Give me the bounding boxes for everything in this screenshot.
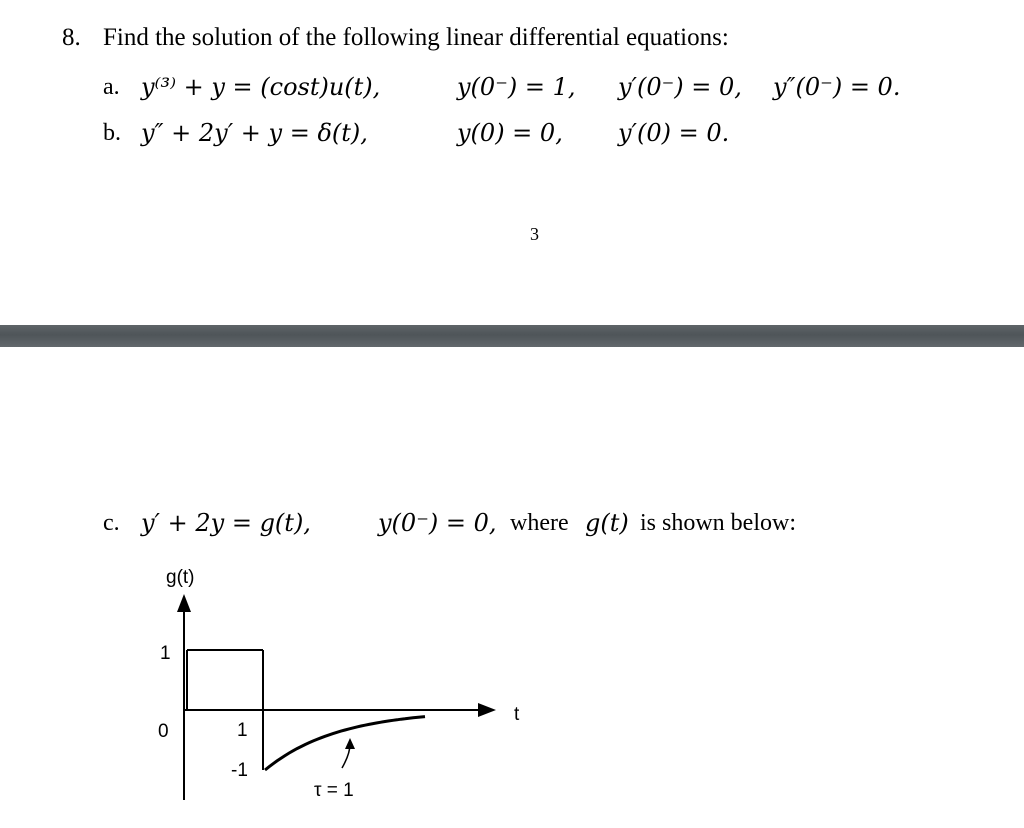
part-c-equation: y′ + 2y = g(t), [141, 509, 311, 537]
x-axis-label: t [514, 704, 520, 725]
tau-pointer-head [345, 738, 355, 749]
part-a-condition-1: y(0⁻) = 1, [457, 73, 576, 101]
problem-number: 8. [62, 24, 81, 51]
y-tick-0: 0 [158, 721, 169, 742]
problem-title: Find the solution of the following linear differential equations: [103, 24, 729, 51]
y-axis-arrow [177, 594, 191, 612]
y-tick-minus-1: -1 [231, 760, 248, 781]
x-axis-arrow [478, 703, 496, 717]
part-b-condition-2: y′(0) = 0. [618, 119, 730, 147]
part-c-g-symbol: g(t) [585, 509, 629, 537]
y-tick-1: 1 [160, 643, 171, 664]
part-a-condition-2: y′(0⁻) = 0, [618, 73, 742, 101]
part-a-label: a. [103, 74, 120, 100]
tau-annotation: τ = 1 [314, 780, 354, 801]
part-c-condition: y(0⁻) = 0, [378, 509, 497, 537]
page-number: 3 [530, 224, 539, 244]
part-b-label: b. [103, 120, 121, 146]
part-c-label: c. [103, 510, 120, 536]
x-tick-1: 1 [237, 720, 248, 741]
part-b-equation: y″ + 2y′ + y = δ(t), [141, 119, 368, 147]
part-a-equation: y⁽³⁾ + y = (cost)u(t), [141, 73, 381, 101]
part-c-tail: is shown below: [640, 510, 796, 536]
part-a-condition-3: y″(0⁻) = 0. [773, 73, 901, 101]
y-axis-label: g(t) [166, 567, 195, 588]
part-b-condition-1: y(0) = 0, [457, 119, 563, 147]
part-c-where: where [510, 510, 569, 536]
